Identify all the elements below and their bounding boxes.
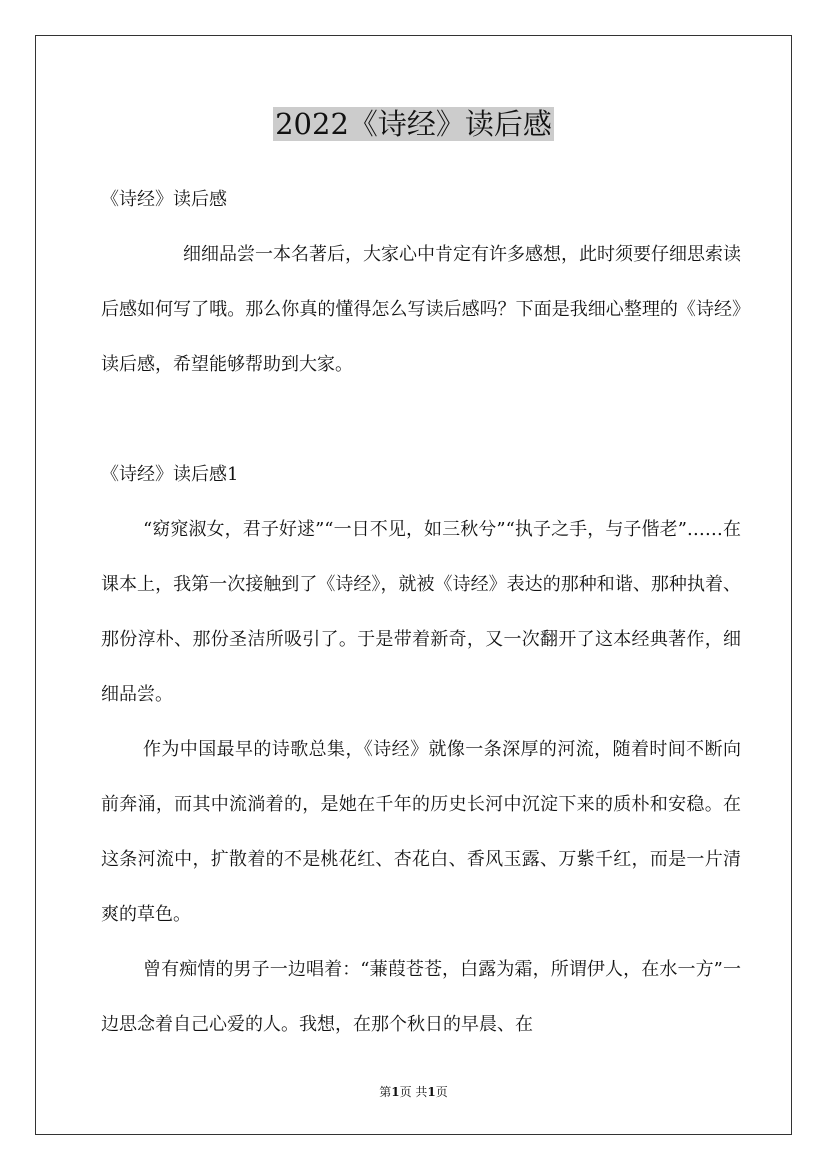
footer-mid: 页 共	[399, 1085, 428, 1099]
body-paragraph: 作为中国最早的诗歌总集，《诗经》就像一条深厚的河流，随着时间不断向前奔涌，而其中流淌着的，是她在千年的历史长河中沉淀下来的质朴和安稳。在这条河流中，扩散着的不是桃花红、杏花白、香风玉露、万紫千红，而是一片清爽的草色。	[101, 739, 741, 925]
document-title-text: 2022《诗经》读后感	[275, 107, 552, 141]
footer-page-current: 1	[391, 1085, 400, 1099]
footer-prefix: 第	[379, 1085, 392, 1099]
document-body	[101, 172, 741, 1052]
body-paragraph: “窈窕淑女，君子好逑”“一日不见，如三秋兮”“执子之手，与子偕老”……在课本上，我第一次接触到了《诗经》，就被《诗经》表达的那种和谐、那种执着、那份淳朴、那份圣洁所吸引了。于是带着新奇，又一次翻开了这本经典著作，细细品尝。	[101, 519, 741, 705]
section-heading-1: 《诗经》读后感1	[101, 464, 239, 485]
page-footer	[0, 1083, 827, 1101]
intro-paragraph: 细细品尝一本名著后，大家心中肯定有许多感想，此时须要仔细思索读后感如何写了哦。那么你真的懂得怎么写读后感吗？下面是我细心整理的《诗经》读后感，希望能够帮助到大家。	[101, 244, 741, 375]
document-title	[0, 104, 827, 144]
paragraph-gap	[101, 392, 741, 447]
body-paragraph: 曾有痴情的男子一边唱着：“蒹葭苍苍，白露为霜，所谓伊人，在水一方”一边思念着自己心爱的人。我想，在那个秋日的早晨、在	[101, 959, 741, 1035]
footer-page-total: 1	[427, 1085, 436, 1099]
footer-suffix: 页	[435, 1085, 448, 1099]
subheading: 《诗经》读后感	[101, 189, 227, 210]
